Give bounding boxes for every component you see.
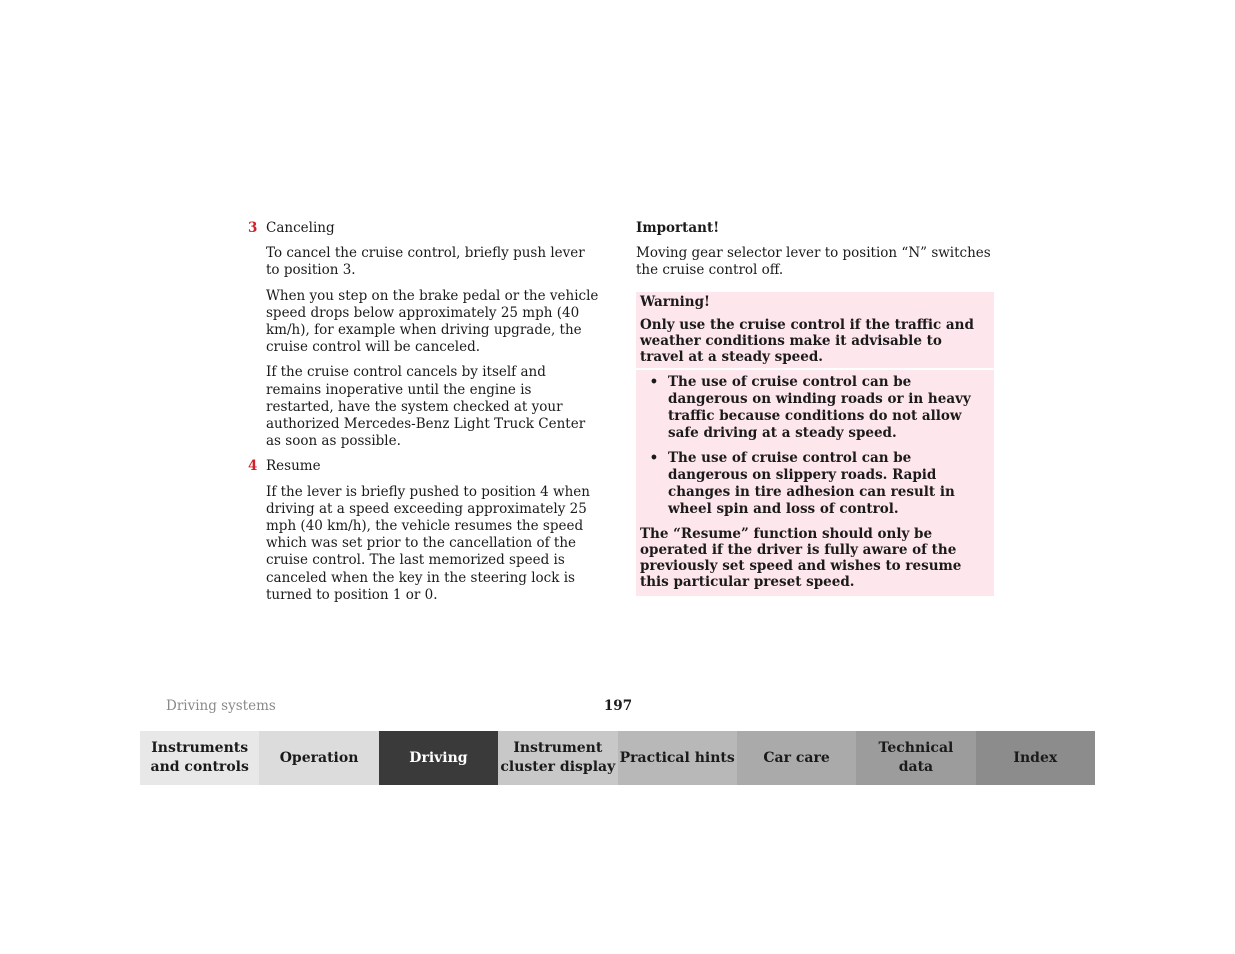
tab-instruments-and-controls[interactable]: Instruments and controls [140, 731, 259, 785]
paragraph: If the lever is briefly pushed to position 4 when driving at a speed exceeding approximately 25 mph (40 km/h), the vehicle resumes the speed which was set prior to the cancellation of the cruise control. The last memorized speed is canceled when the key in the steering lock is turned to position 1 or 0. [266, 483, 590, 603]
tab-car-care[interactable]: Car care [737, 731, 856, 785]
left-column [248, 220, 600, 612]
tab-index[interactable]: Index [976, 731, 1095, 785]
tab-instrument-cluster-display[interactable]: Instrument cluster display [498, 731, 617, 785]
warning-box [636, 292, 994, 596]
warning-bullet [640, 374, 990, 442]
bullet-icon: • [649, 373, 659, 390]
warning-outro: The “Resume” function should only be operated if the driver is fully aware of the previously set speed and wishes to resume this particular preset speed. [640, 525, 962, 590]
warning-heading: Warning! [640, 293, 710, 310]
item-title: Resume [266, 458, 321, 475]
warning-divider [636, 368, 994, 370]
tab-driving[interactable]: Driving [379, 731, 498, 785]
tab-operation[interactable]: Operation [259, 731, 378, 785]
footer-section-title: Driving systems [166, 698, 276, 714]
chapter-navigation [140, 731, 1095, 785]
item-title: Canceling [266, 220, 335, 236]
important-text: Moving gear selector lever to position “N” switches the cruise control off. [636, 245, 991, 279]
right-column [636, 220, 994, 596]
warning-bullet [640, 450, 990, 518]
page-number: 197 [603, 698, 633, 714]
warning-intro: Only use the cruise control if the traffic and weather conditions make it advisable to travel at a steady speed. [640, 316, 974, 365]
item-canceling-heading [248, 220, 600, 237]
bullet-text: The use of cruise control can be dangerous on slippery roads. Rapid changes in tire adhesion can result in wheel spin and loss of control. [668, 449, 955, 517]
item-number: 3 [248, 220, 258, 236]
tab-practical-hints[interactable]: Practical hints [618, 731, 737, 785]
paragraph: When you step on the brake pedal or the vehicle speed drops below approximately 25 mph (40 km/h), for example when driving upgrade, the cruise control will be canceled. [266, 287, 599, 356]
paragraph: To cancel the cruise control, briefly push lever to position 3. [266, 245, 585, 279]
item-resume-heading [248, 458, 600, 475]
bullet-icon: • [649, 449, 659, 466]
paragraph: If the cruise control cancels by itself and remains inoperative until the engine is restarted, have the system checked at your authorized Mercedes-Benz Light Truck Center as soon as possible. [266, 364, 586, 450]
bullet-text: The use of cruise control can be dangerous on winding roads or in heavy traffic because conditions do not allow safe driving at a steady speed. [668, 373, 971, 441]
item-number: 4 [248, 458, 258, 475]
important-heading: Important! [636, 220, 720, 236]
tab-technical-data[interactable]: Technical data [856, 731, 975, 785]
